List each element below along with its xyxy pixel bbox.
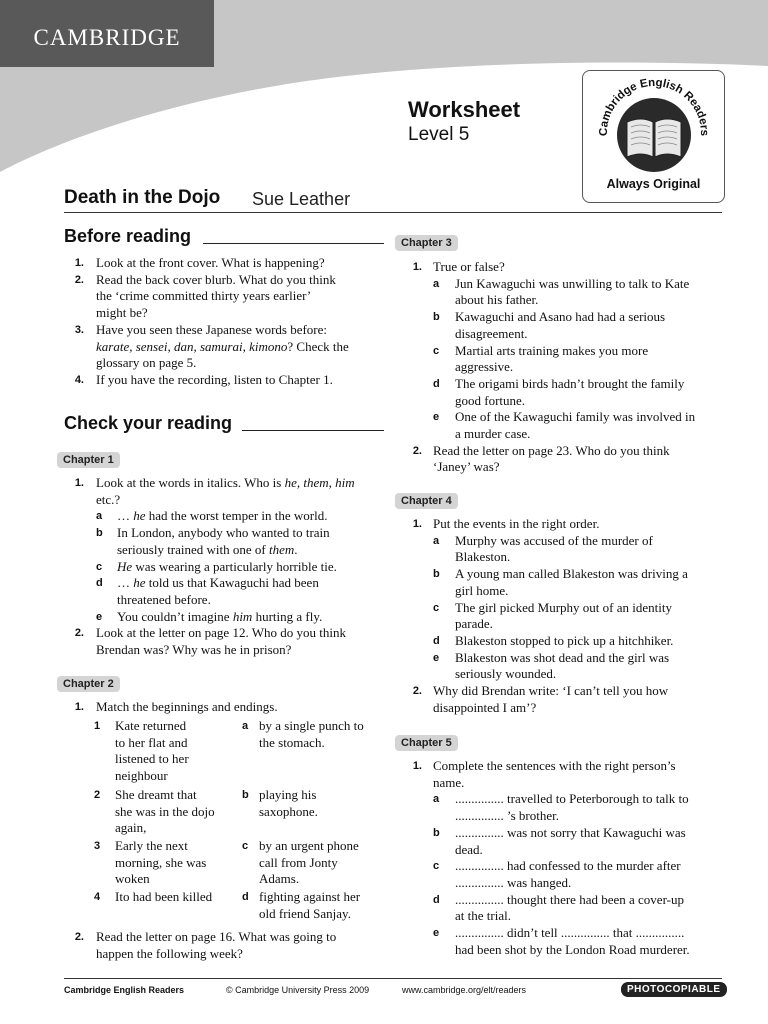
chapter-5-sub-item: ............... didn’t tell ............... that ............... had been shot by the London Road murderer. [455,925,690,957]
sub-letter: b [433,826,440,839]
sub-letter: a [433,277,440,290]
chapter-3-sub-item: Jun Kawaguchi was unwilling to talk to Kate about his father. [455,275,690,308]
chapter-3-sub-item: One of the Kawaguchi family was involved in a murder case. [455,409,696,441]
check-reading-heading: Check your reading [64,413,233,433]
sub-letter: e [433,927,440,939]
item-number: 1. [74,701,84,713]
chapter-5-sub-item: ............... travelled to Peterborough to talk to ............... ’s brother. [455,791,689,824]
ending-letter: c [242,840,249,852]
match-beginning: Kate returned to her flat and listened to her neighbour [115,718,189,784]
sub-letter: e [433,411,440,424]
chapter-3-label: Chapter 3 [395,235,458,251]
chapter-5-label: Chapter 5 [395,735,458,751]
chapter-4-sub-item: The girl picked Murphy out of an identity parade. [455,599,672,632]
item-number: 1. [74,477,84,489]
chapter-1-sub-item: He was wearing a particularly horrible tie. [117,558,337,574]
chapter-1-sub-item: … he had the worst temper in the world. [117,508,328,524]
sub-letter: a [433,534,440,547]
beginning-number: 3 [94,840,101,852]
footer-url[interactable]: www.cambridge.org/elt/readers [402,985,527,995]
photocopiable-badge: PHOTOCOPIABLE [621,982,727,997]
match-ending: playing his saxophone. [259,787,318,819]
title-divider [64,212,722,213]
sub-letter: d [433,377,440,390]
chapter-4-label: Chapter 4 [395,493,458,509]
item-number: 2. [74,931,84,943]
sub-letter: b [433,568,440,581]
item-number: 3. [74,323,84,336]
chapter-1-sub-item: In London, anybody who wanted to train seriously trained with one of them. [117,525,330,557]
before-reading-rule [203,243,384,244]
match-ending: fighting against her old friend Sanjay. [259,889,361,921]
ending-letter: b [242,789,249,801]
sub-letter: a [433,793,440,806]
chapter-4-sub-item: Murphy was accused of the murder of Blakeston. [455,532,653,565]
chapter-1-sub-item: You couldn’t imagine him hurting a fly. [117,608,323,624]
logo-motto: Always Original [606,177,701,191]
beginning-number: 4 [94,891,101,903]
chapter-5-sub-item: ............... thought there had been a cover-up at the trial. [455,891,684,924]
item-number: 2. [412,444,422,457]
chapter-4-question-2: Why did Brendan write: ‘I can’t tell you how disappointed I am’? [433,683,669,715]
chapter-2-label: Chapter 2 [57,676,120,692]
chapter-1-question-1: Look at the words in italics. Who is he, them, him etc.? [96,475,355,507]
sub-letter: b [96,527,103,540]
ending-letter: d [242,891,249,903]
chapter-4-sub-item: Blakeston stopped to pick up a hitchhiker. [455,632,674,648]
chapter-3-sub-item: Kawaguchi and Asano had had a serious disagreement. [455,309,666,341]
beginning-number: 2 [94,789,101,801]
sub-letter: c [96,560,103,573]
sub-letter: c [433,860,440,873]
match-beginning: Ito had been killed [115,889,213,904]
chapter-5-sub-item: ............... was not sorry that Kawaguchi was dead. [455,824,686,857]
item-number: 1. [74,257,84,269]
chapter-3-question-2: Read the letter on page 23. Who do you think ‘Janey’ was? [433,442,670,475]
item-number: 1. [412,760,422,772]
footer-series: Cambridge English Readers [64,985,185,995]
match-beginning: She dreamt that she was in the dojo again, [115,787,215,836]
sub-letter: c [433,601,440,614]
before-reading-item: Look at the front cover. What is happening? [96,255,325,270]
chapter-5-question-1: Complete the sentences with the right person’s name. [433,758,676,790]
chapter-3-sub-item: The origami birds hadn’t brought the family good fortune. [455,375,685,408]
book-circle-icon [583,71,724,179]
chapter-4-sub-item: A young man called Blakeston was driving a girl home. [455,566,688,598]
sub-letter: d [96,577,103,590]
item-number: 2. [412,685,422,697]
check-reading-rule [242,430,384,431]
item-number: 1. [412,261,422,273]
svg-text:Cambridge English Readers: Cambridge English Readers [597,76,711,137]
match-ending: by a single punch to the stomach. [259,718,364,750]
sub-letter: d [433,893,440,906]
worksheet-level: Level 5 [408,124,470,145]
item-number: 1. [412,518,422,530]
footer-divider [64,978,722,979]
chapter-3-sub-item: Martial arts training makes you more aggressive. [455,342,649,375]
sub-letter: c [433,344,440,357]
book-author: Sue Leather [252,189,351,209]
match-beginning: Early the next morning, she was woken [115,838,207,887]
before-reading-heading: Before reading [64,226,192,246]
chapter-5-sub-item: ............... had confessed to the murder after ............... was hanged. [455,858,681,890]
item-number: 4. [74,373,84,386]
before-reading-item: If you have the recording, listen to Chapter 1. [96,371,333,387]
beginning-number: 1 [94,720,101,732]
sub-letter: e [433,651,440,664]
sub-letter: a [96,510,103,523]
item-number: 2. [74,273,84,286]
book-title: Death in the Dojo [64,187,221,208]
worksheet-title: Worksheet [408,97,521,122]
chapter-2-question-1: Match the beginnings and endings. [96,699,278,714]
sub-letter: b [433,311,440,324]
sub-letter: e [96,610,103,623]
chapter-1-question-2: Look at the letter on page 12. Who do you think Brendan was? Why was he in prison? [96,625,346,657]
before-reading-item: Have you seen these Japanese words before: karate, sensei, dan, samurai, kimono? Check the glossary on page 5. [96,321,349,371]
chapter-1-sub-item: … he told us that Kawaguchi had been threatened before. [117,575,319,607]
ending-letter: a [242,720,249,732]
before-reading-item: Read the back cover blurb. What do you think the ‘crime committed thirty years earlier’ might be? [96,271,336,321]
cer-logo [582,70,725,203]
sub-letter: d [433,634,440,647]
match-ending: by an urgent phone call from Jonty Adams. [259,838,359,887]
chapter-4-sub-item: Blakeston was shot dead and the girl was seriously wounded. [455,649,670,682]
chapter-2-question-2: Read the letter on page 16. What was going to happen the following week? [96,929,337,961]
chapter-4-question-1: Put the events in the right order. [433,516,600,531]
chapter-1-label: Chapter 1 [57,452,120,468]
chapter-3-question-1: True or false? [433,259,505,274]
item-number: 2. [74,627,84,640]
cambridge-brand: CAMBRIDGE [33,25,181,50]
footer-copyright: © Cambridge University Press 2009 [226,985,370,995]
